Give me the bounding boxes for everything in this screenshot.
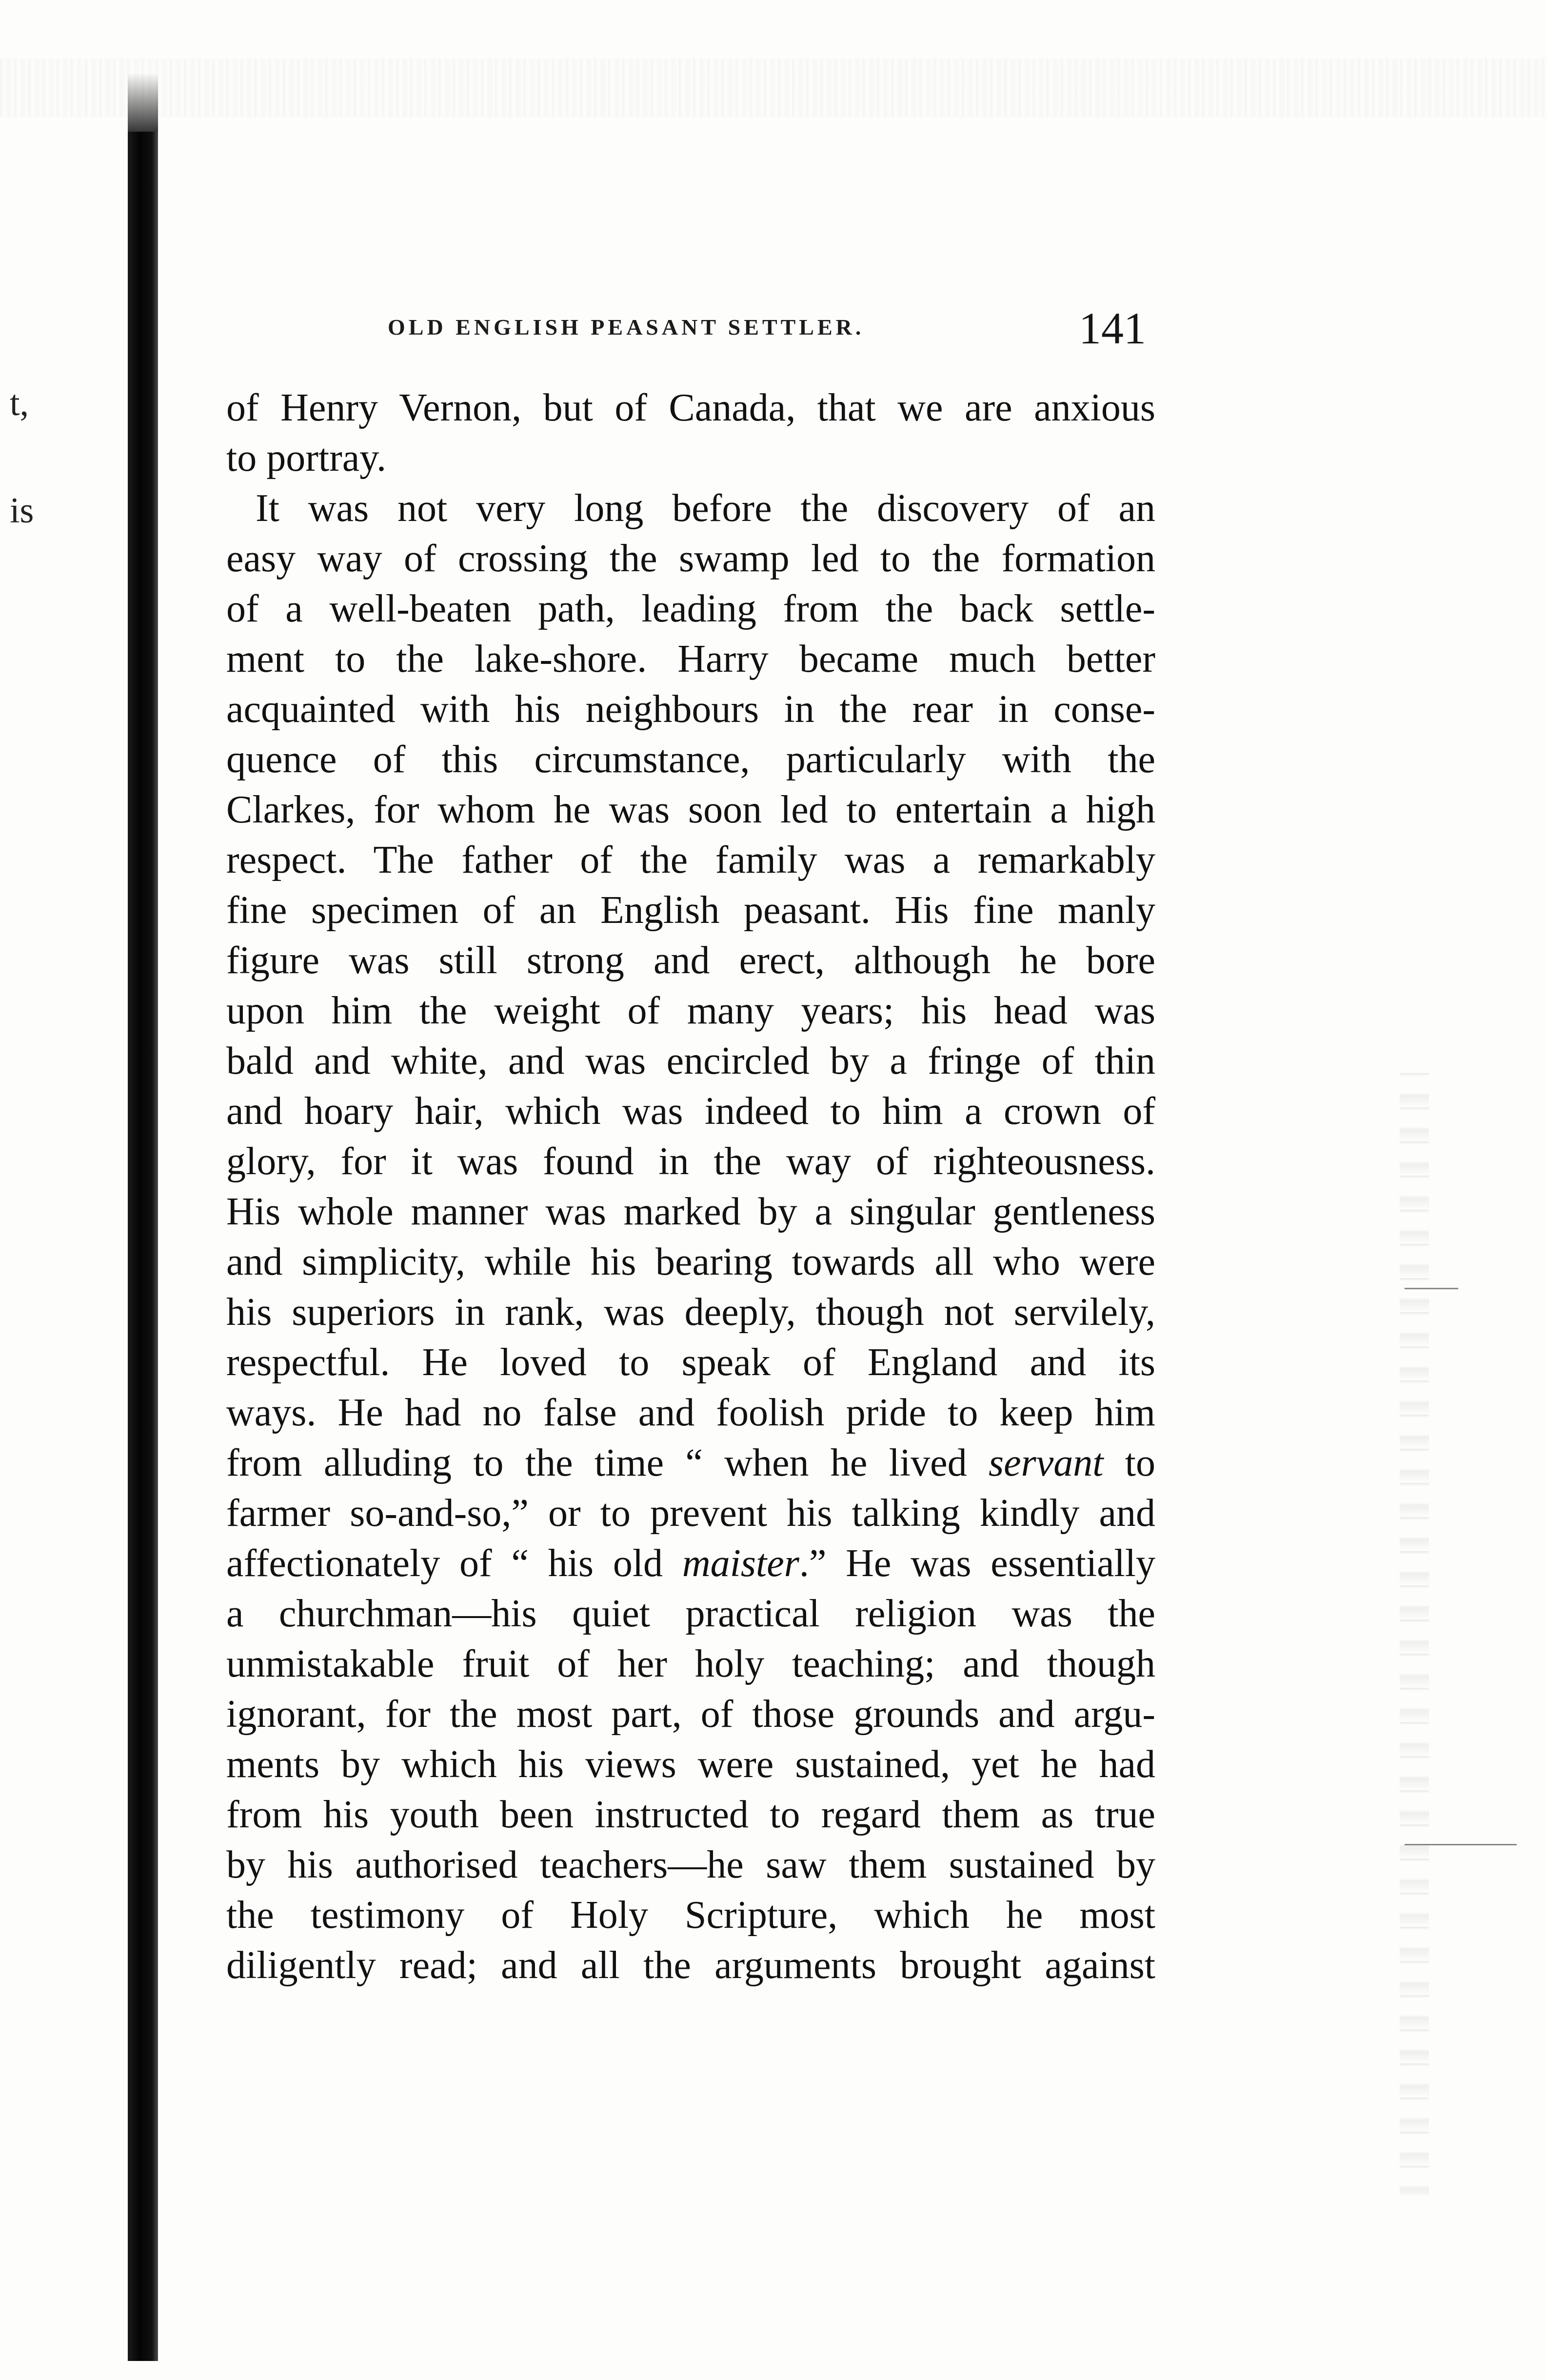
text-line: glory, for it was found in the way of righteousness. [226,1140,1155,1183]
text-run: to [1103,1441,1155,1484]
text-line: respect. The father of the family was a remarkably [226,839,1155,881]
binding-shadow-top [128,73,158,141]
text-line: ways. He had no false and foolish pride to keep him [226,1391,1155,1434]
text-line: figure was still strong and erect, although he bore [226,939,1155,982]
text-line: respectful. He loved to speak of England and its [226,1341,1155,1384]
text-line: from his youth been instructed to regard them as true [226,1793,1155,1836]
text-line: ments by which his views were sustained, yet he had [226,1743,1155,1786]
text-line: Clarkes, for whom he was soon led to entertain a high [226,788,1155,831]
facing-page-fragment: t, [10,383,29,423]
body-text [226,383,1155,1991]
text-line: of a well-beaten path, leading from the back settle- [226,587,1155,630]
text-line: and simplicity, while his bearing towards all who were [226,1240,1155,1283]
text-line: diligently read; and all the arguments brought against [226,1944,1155,1987]
italic-word: maister [682,1542,799,1585]
text-line: fine specimen of an English peasant. His fine manly [226,889,1155,932]
text-line: ment to the lake-shore. Harry became much better [226,638,1155,680]
text-line: of Henry Vernon, but of Canada, that we are anxious [226,386,1155,429]
text-line: a churchman—his quiet practical religion was the [226,1592,1155,1635]
italic-word: servant [988,1441,1104,1484]
text-line: and hoary hair, which was indeed to him a crown of [226,1090,1155,1133]
text-line: easy way of crossing the swamp led to the formation [226,537,1155,580]
text-run: from alluding to the time “ when he lived [226,1441,989,1484]
right-margin-bleed [1400,1073,1429,2195]
right-margin-mark [1405,1844,1517,1845]
scan-noise-top [0,59,1546,117]
text-line: acquainted with his neighbours in the rear in conse- [226,688,1155,731]
page-number: 141 [1079,303,1146,353]
text-line: the testimony of Holy Scripture, which he most [226,1894,1155,1937]
text-line: His whole manner was marked by a singular gentleness [226,1190,1155,1233]
text-line: by his authorised teachers—he saw them sustained by [226,1843,1155,1886]
running-head: OLD ENGLISH PEASANT SETTLER. [388,315,865,340]
text-line: bald and white, and was encircled by a fringe of thin [226,1040,1155,1082]
text-line: ignorant, for the most part, of those grounds and argu- [226,1693,1155,1736]
text-line: unmistakable fruit of her holy teaching; and though [226,1642,1155,1685]
facing-page-fragment: is [10,491,34,531]
text-line: It was not very long before the discovery of an [256,487,1155,530]
text-line: quence of this circumstance, particularly with the [226,738,1155,781]
page-header [224,302,1151,356]
text-run: .” He was essentially [799,1542,1156,1585]
right-margin-mark [1405,1288,1458,1289]
text-run: affectionately of “ his old [226,1542,682,1585]
text-line [226,1539,1155,1589]
binding-gutter-shadow [128,132,158,2361]
text-line: upon him the weight of many years; his head was [226,989,1155,1032]
text-line: farmer so-and-so,” or to prevent his talking kindly and [226,1492,1155,1535]
text-line: to portray. [226,437,387,480]
text-line [226,1438,1155,1488]
text-line: his superiors in rank, was deeply, though not servilely, [226,1291,1155,1334]
